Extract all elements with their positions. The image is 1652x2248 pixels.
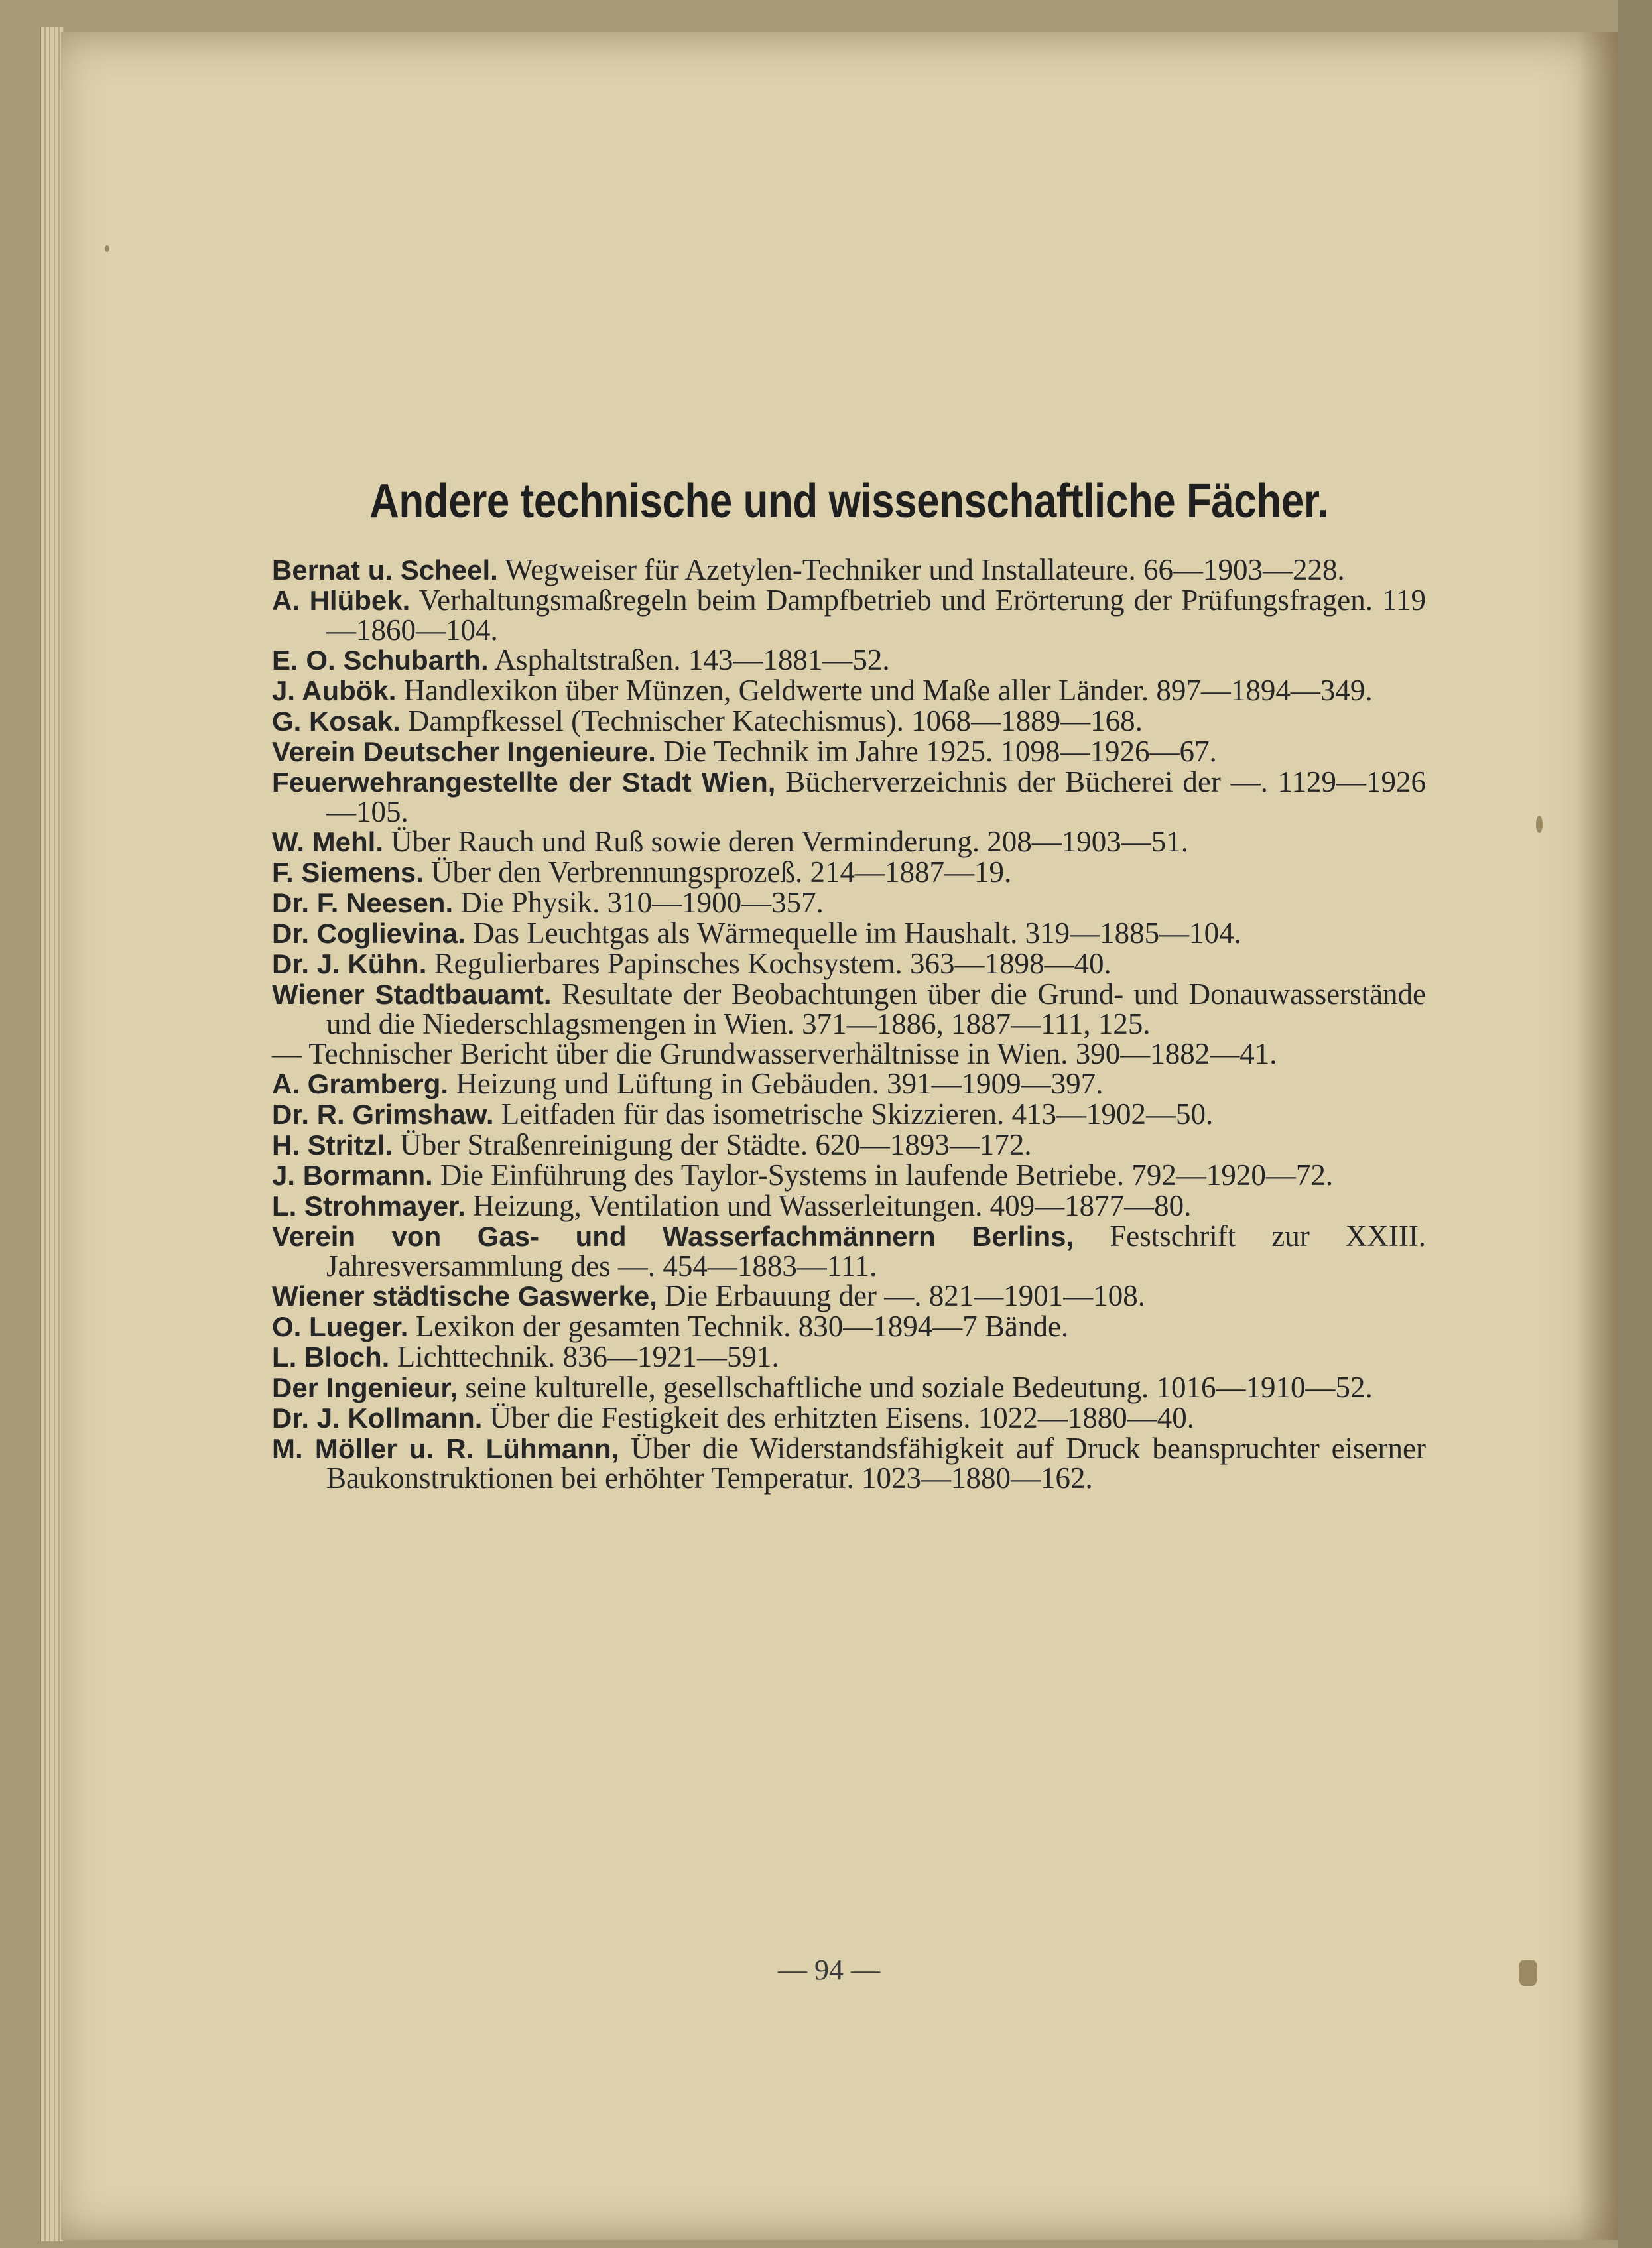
scan-backdrop [1618, 0, 1652, 2248]
entry-text: Festschrift zur XXIII. Jahresversammlung des —. 454—1883—111. [326, 1219, 1426, 1282]
paper-blemish [1536, 816, 1543, 833]
bibliography-entry [272, 737, 1426, 767]
bibliography-entry [272, 1373, 1426, 1403]
entry-text: Dampfkessel (Technischer Katechismus). 1068—1889—168. [408, 704, 1143, 737]
page-stack-edge [40, 27, 64, 2241]
entry-text: Die Erbauung der —. 821—1901—108. [665, 1279, 1146, 1312]
entry-author: J. Aubök. [272, 675, 397, 706]
bibliography-entry [272, 645, 1426, 675]
entry-author: Der Ingenieur, [272, 1372, 458, 1403]
entry-text: Regulierbares Papinsches Kochsystem. 363—1898—40. [434, 947, 1112, 980]
entry-author: O. Lueger. [272, 1311, 409, 1342]
entry-author: J. Bormann. [272, 1160, 433, 1191]
entry-text: Leitfaden für das isometrische Skizzieren. 413—1902—50. [501, 1097, 1214, 1131]
bibliography-entry [272, 949, 1426, 979]
entry-author: H. Stritzl. [272, 1129, 393, 1160]
bibliography-entry [272, 1312, 1426, 1342]
bibliography-entry [272, 1160, 1426, 1190]
paper-blemish [105, 245, 109, 252]
page-number: — 94 — [778, 1954, 880, 1986]
page-content [272, 474, 1426, 1493]
bibliography-entry [272, 1130, 1426, 1160]
entry-author: L. Bloch. [272, 1342, 390, 1373]
entry-text: Über den Verbrennungsprozeß. 214—1887—19. [431, 855, 1012, 889]
entry-text: Handlexikon über Münzen, Geldwerte und Maße aller Länder. 897—1894—349. [403, 674, 1373, 707]
entry-text: Über die Festigkeit des erhitzten Eisens. 1022—1880—40. [489, 1401, 1194, 1434]
bibliography-entry [272, 1281, 1426, 1311]
bibliography-entry [272, 918, 1426, 948]
entry-text: Resultate der Beobachtungen über die Grund- und Donauwasserstände und die Niederschlagsmengen in Wien. 371—1886, 1887—111, 125. [326, 977, 1427, 1040]
entry-text: — Technischer Bericht über die Grundwasserverhältnisse in Wien. 390—1882—41. [272, 1037, 1277, 1070]
bibliography-entry [272, 857, 1426, 887]
entry-author: Dr. Coglievina. [272, 918, 466, 949]
entry-author: Dr. J. Kühn. [272, 948, 427, 979]
bibliography-entry [272, 1099, 1426, 1129]
bibliography-entry [272, 706, 1426, 736]
bibliography-entry [272, 1069, 1426, 1099]
entry-author: Wiener städtische Gaswerke, [272, 1280, 657, 1312]
entry-text: Über Rauch und Ruß sowie deren Verminderung. 208—1903—51. [391, 825, 1188, 858]
entry-text: Heizung und Lüftung in Gebäuden. 391—1909—397. [456, 1067, 1104, 1100]
page-gutter-shadow [1578, 32, 1618, 2240]
entry-text: Die Technik im Jahre 1925. 1098—1926—67. [663, 735, 1217, 768]
entry-author: Verein von Gas- und Wasserfachmännern Berlins, [272, 1221, 1074, 1252]
bibliography-entry [272, 1434, 1426, 1493]
entry-author: Bernat u. Scheel. [272, 554, 498, 586]
bibliography-entry [272, 1342, 1426, 1372]
bibliography-entry [272, 1221, 1426, 1280]
entry-text: Die Physik. 310—1900—357. [460, 886, 824, 919]
entry-author: G. Kosak. [272, 706, 401, 737]
bibliography-entry [272, 1403, 1426, 1433]
bibliography-entry [272, 586, 1426, 645]
entry-text: Über die Widerstandsfähigkeit auf Druck beanspruchter eiserner Baukonstruktionen bei erhöhter Temperatur. 1023—1880—162. [326, 1432, 1426, 1495]
entry-author: E. O. Schubarth. [272, 645, 489, 676]
entry-author: Dr. R. Grimshaw. [272, 1099, 494, 1130]
bibliography-entry [272, 555, 1426, 585]
entry-author: W. Mehl. [272, 826, 383, 857]
entry-text: Die Einführung des Taylor-Systems in laufende Betriebe. 792—1920—72. [440, 1158, 1334, 1192]
entry-text: Das Leuchtgas als Wärmequelle im Haushalt. 319—1885—104. [473, 916, 1241, 950]
entry-text: Über Straßenreinigung der Städte. 620—1893—172. [400, 1128, 1032, 1161]
bibliography-entry [272, 676, 1426, 706]
entry-author: M. Möller u. R. Lühmann, [272, 1433, 619, 1464]
entry-author: L. Strohmayer. [272, 1190, 466, 1221]
bibliography-entry [272, 1191, 1426, 1221]
entry-author: A. Hlübek. [272, 585, 411, 616]
bibliography-entry [272, 767, 1426, 826]
entry-author: Feuerwehrangestellte der Stadt Wien, [272, 767, 776, 798]
entry-author: A. Gramberg. [272, 1068, 449, 1099]
entry-author: Wiener Stadtbauamt. [272, 979, 552, 1010]
entry-text: Bücherverzeichnis der Bücherei der —. 1129—1926—105. [326, 765, 1426, 828]
entry-author: Dr. J. Kollmann. [272, 1403, 483, 1434]
bibliography-entry [272, 827, 1426, 857]
entry-text: Heizung, Ventilation und Wasserleitungen. 409—1877—80. [473, 1189, 1192, 1222]
entry-text: Wegweiser für Azetylen-Techniker und Installateure. 66—1903—228. [505, 553, 1345, 586]
bibliography-list [272, 555, 1426, 1493]
bibliography-entry [272, 888, 1426, 918]
entry-text: Verhaltungsmaßregeln beim Dampfbetrieb und Erörterung der Prüfungsfragen. 119—1860—104. [326, 584, 1426, 647]
bibliography-entry [272, 979, 1426, 1038]
bibliography-entry [272, 1039, 1426, 1068]
paper-blemish [1519, 1960, 1537, 1986]
entry-author: F. Siemens. [272, 857, 424, 888]
entry-author: Verein Deutscher Ingenieure. [272, 736, 656, 767]
entry-text: Lichttechnik. 836—1921—591. [397, 1340, 779, 1373]
section-heading: Andere technische und wissenschaftliche Fächer. [369, 475, 1328, 528]
entry-text: Asphaltstraßen. 143—1881—52. [494, 643, 890, 676]
entry-text: seine kulturelle, gesellschaftliche und soziale Bedeutung. 1016—1910—52. [465, 1371, 1373, 1404]
entry-author: Dr. F. Neesen. [272, 887, 454, 918]
entry-text: Lexikon der gesamten Technik. 830—1894—7 Bände. [415, 1310, 1069, 1343]
